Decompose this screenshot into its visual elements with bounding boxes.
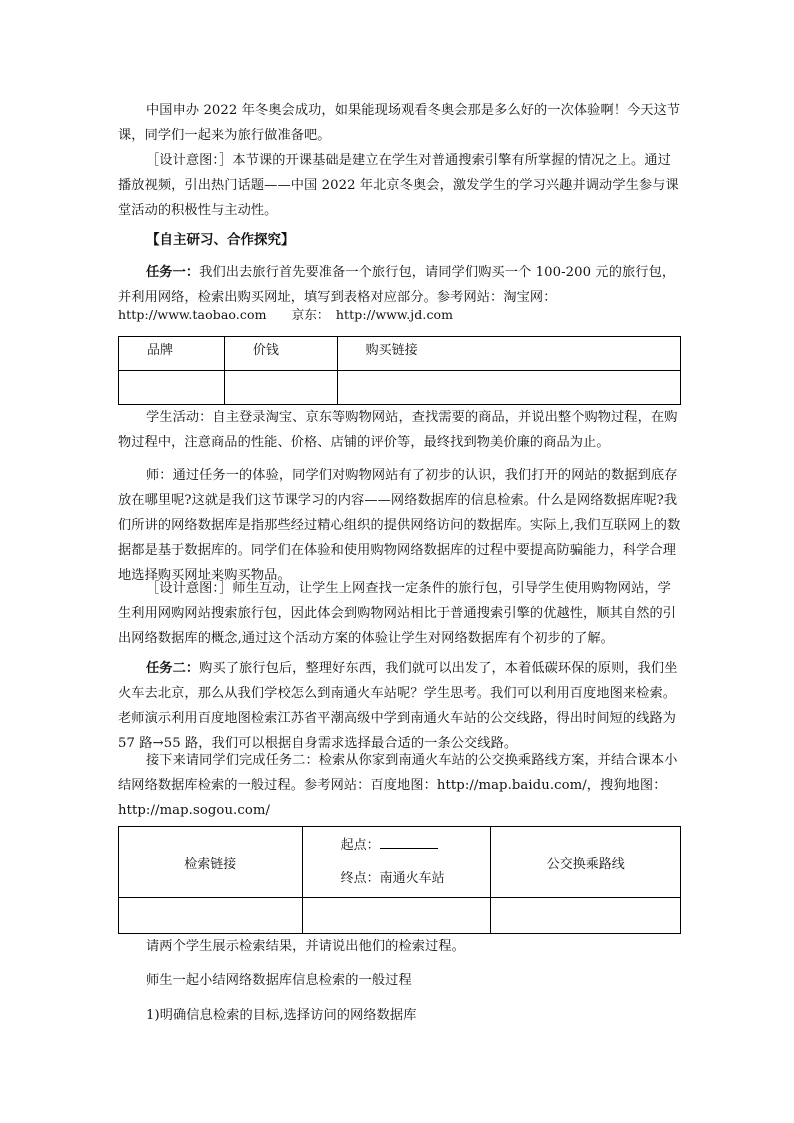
start-point-blank[interactable] xyxy=(380,836,438,849)
header-search-link: 检索链接 xyxy=(119,827,303,898)
cell-route-empty[interactable] xyxy=(491,898,681,934)
design-intent-2-paragraph: ［设计意图：］师生互动，让学生上网查找一定条件的旅行包，引导学生使用购物网站，学生利用网购网站搜索旅行包，因此体会到购物网站相比于普通搜索引擎的优越性，顺其自然的引出网络数据库的概念,通过这个活动方案的体验让学生对网络数据库有个初步的了解。 xyxy=(118,581,677,646)
section-title: 【自主研习、合作探究】 xyxy=(146,232,295,248)
task2-label: 任务二： xyxy=(146,661,200,676)
header-bus-route: 公交换乘路线 xyxy=(491,827,681,898)
header-price: 价钱 xyxy=(252,343,279,358)
task2-paragraph xyxy=(118,656,683,756)
intro-paragraph: 中国申办 2022 年冬奥会成功，如果能现场观看冬奥会那是多么好的一次体验啊！今天这节课，同学们一起来为旅行做准备吧。 xyxy=(118,103,681,143)
teacher-paragraph: 师：通过任务一的体验，同学们对购物网站有了初步的认识，我们打开的网站的数据到底存放在哪里呢?这就是我们这节课学习的内容——网络数据库的信息检索。什么是网络数据库呢?我们所讲的网络数据库是指那些经过精心组织的提供网络访问的数据库。实际上,我们互联网上的数据都是基于数据库的。同学们在体验和使用购物网络数据库的过程中要提高防骗能力，科学合理地选择购买网址来购买物品。 xyxy=(118,468,681,583)
summary-paragraph: 师生一起小结网络数据库信息检索的一般过程 xyxy=(146,973,412,988)
end-point-label: 终点：南通火车站 xyxy=(340,871,445,886)
show-results-paragraph: 请两个学生展示检索结果，并请说出他们的检索过程。 xyxy=(146,939,465,954)
header-link: 购买链接 xyxy=(365,343,418,358)
cell-search-link-empty[interactable] xyxy=(119,898,303,934)
cell-brand-empty[interactable] xyxy=(119,371,225,405)
task1-urls: http://www.taobao.com 京东： http://www.jd.com xyxy=(118,307,454,322)
task2-text: 购买了旅行包后，整理好东西，我们就可以出发了，本着低碳环保的原则，我们坐火车去北京，那么从我们学校怎么到南通火车站呢？学生思考。我们可以利用百度地图来检索。老师演示利用百度地图检索江苏省平潮高级中学到南通火车站的公交线路，得出时间短的线路为 57 路→55 路，我们可以根据自身需求选择最合适的一条公交线路。 xyxy=(118,661,678,751)
cell-price-empty[interactable] xyxy=(224,371,337,405)
student-activity-paragraph: 学生活动：自主登录淘宝、京东等购物网站，查找需要的商品，并说出整个购物过程，在购物过程中，注意商品的性能、价格、店铺的评价等，最终找到物美价廉的商品为止。 xyxy=(118,410,678,450)
step1-paragraph: 1)明确信息检索的目标,选择访问的网络数据库 xyxy=(146,1008,417,1023)
start-point-label: 起点： xyxy=(303,829,491,862)
header-brand: 品牌 xyxy=(147,343,174,358)
task1-label: 任务一： xyxy=(146,265,200,280)
next-task-paragraph: 接下来请同学们完成任务二：检索从你家到南通火车站的公交换乘路线方案，并结合课本小结网络数据库检索的一般过程。参考网站：百度地图：http://map.baidu.com/，搜狗地图：http://map.sogou.com/ xyxy=(118,753,678,818)
cell-link-empty[interactable] xyxy=(337,371,680,405)
design-intent-paragraph: ［设计意图：］本节课的开课基础是建立在学生对普通搜索引擎有所掌握的情况之上。通过播放视频，引出热门话题——中国 2022 年北京冬奥会，激发学生的学习兴趣并调动学生参与课堂活动的积极性与主动性。 xyxy=(118,153,679,218)
task1-text: 我们出去旅行首先要准备一个旅行包，请同学们购买一个 100-200 元的旅行包，并利用网络，检索出购买网址，填写到表格对应部分。参考网站：淘宝网： xyxy=(118,265,676,305)
route-table xyxy=(118,826,681,934)
shopping-table xyxy=(118,336,681,405)
cell-points-empty[interactable] xyxy=(302,898,491,934)
